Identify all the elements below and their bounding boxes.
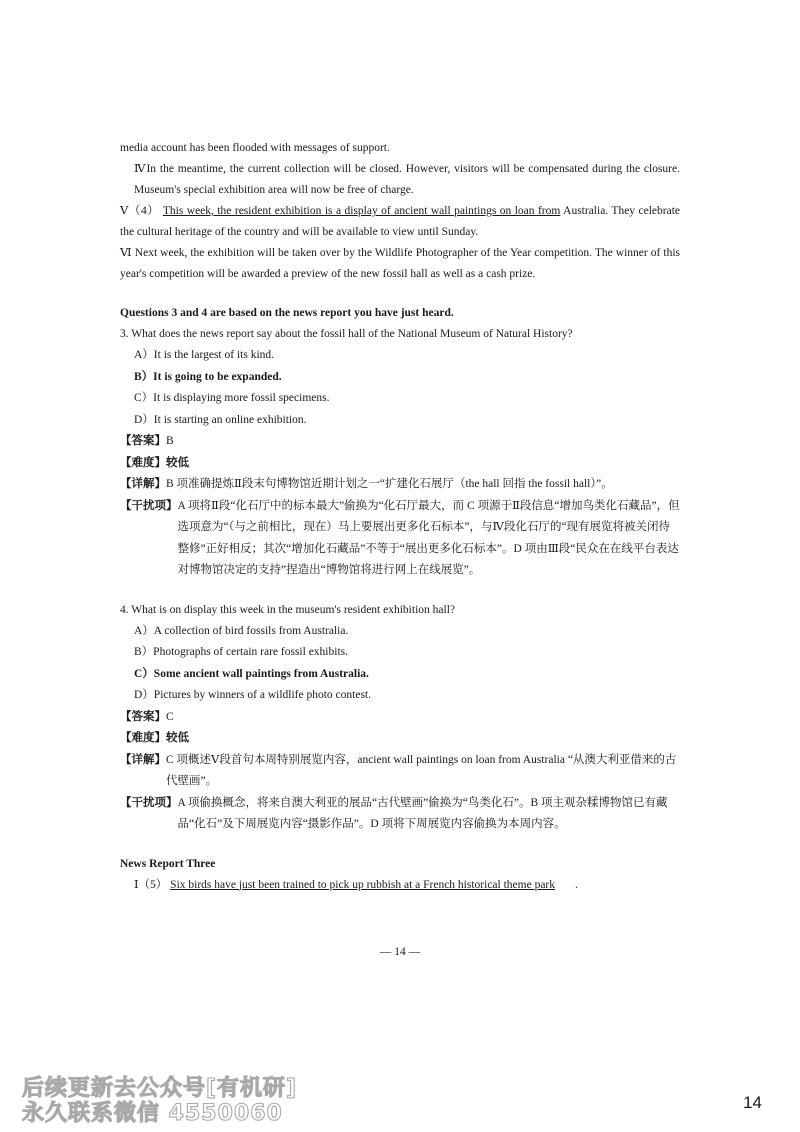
underlined-answer-sentence: This week, the resident exhibition is a display of ancient wall paintings on loan from — [162, 205, 561, 217]
document-body — [120, 138, 680, 896]
sentence-end: . — [575, 878, 578, 891]
paragraph-number: Ⅳ — [134, 163, 147, 175]
passage-paragraph-4 — [120, 159, 680, 201]
option-a: A）It is the largest of its kind. — [134, 349, 275, 361]
section-heading: Questions 3 and 4 are based on the news report you have just heard. — [120, 307, 454, 319]
distractor-row — [120, 793, 680, 836]
difficulty-tag: 【难度】 — [120, 732, 166, 744]
difficulty-row — [120, 728, 680, 750]
detail-tag: 【详解】 — [120, 753, 166, 766]
difficulty-value: 较低 — [166, 732, 189, 744]
watermark — [22, 1076, 297, 1126]
paragraph-number: Ⅰ（5） — [134, 878, 168, 891]
option-d: D）Pictures by winners of a wildlife photo contest. — [134, 689, 371, 701]
detail-text: B 项准确提炼Ⅱ段末句博物馆近期计划之一“扩建化石展厅（the hall 回指 the fossil hall）”。 — [166, 478, 613, 490]
difficulty-value: 较低 — [166, 456, 189, 469]
passage-paragraph-5 — [120, 201, 680, 243]
paragraph-number: Ⅴ（4） — [120, 205, 160, 217]
option-a: A）A collection of bird fossils from Australia. — [134, 624, 349, 637]
paragraph-text: Australia. They celebrate the cultural heritage of the country and will be available to view until Sunday. — [120, 205, 681, 238]
news-report-heading: News Report Three — [120, 857, 216, 870]
option-b: B）Photographs of certain rare fossil exhibits. — [134, 646, 348, 658]
watermark-line-1: 后续更新去公众号[有机研] — [22, 1076, 298, 1101]
difficulty-tag: 【难度】 — [120, 456, 166, 469]
difficulty-row — [120, 453, 680, 475]
page-number-center: — 14 — — [379, 946, 421, 958]
question-3-stem: 3. What does the news report say about the fossil hall of the National Museum of Natural History? — [120, 328, 573, 340]
paragraph-number: Ⅵ — [120, 247, 132, 259]
passage-continuation: media account has been flooded with messages of support. — [120, 142, 390, 154]
answer-row — [120, 707, 680, 729]
distractor-tag: 【干扰项】 — [120, 796, 178, 809]
option-c-correct: C）Some ancient wall paintings from Australia. — [134, 667, 369, 680]
answer-value: C — [166, 710, 174, 723]
answer-tag: 【答案】 — [120, 435, 166, 447]
detail-text: C 项概述Ⅴ段首句本周特别展览内容，ancient wall paintings on loan from Australia “从澳大利亚借来的古代壁画”。 — [166, 753, 677, 787]
watermark-line-2: 永久联系微信 4550060 — [22, 1101, 283, 1126]
underlined-answer-sentence: Six birds have just been trained to pick up rubbish at a French historical theme park — [170, 878, 556, 891]
answer-tag: 【答案】 — [120, 710, 166, 723]
question-4-stem: 4. What is on display this week in the museum's resident exhibition hall? — [120, 603, 455, 616]
page-number-corner: 14 — [743, 1093, 762, 1112]
distractor-text: A 项偷换概念，将来自澳大利亚的展品“古代壁画”偷换为“鸟类化石”。B 项主观杂糅博物馆已有藏品“化石”及下周展览内容“摄影作品”。D 项将下周展览内容偷换为本周内容。 — [177, 796, 668, 830]
option-b-correct: B）It is going to be expanded. — [134, 370, 282, 383]
answer-value: B — [166, 435, 174, 447]
option-d: D）It is starting an online exhibition. — [134, 413, 307, 426]
detail-row — [120, 750, 680, 793]
detail-row — [120, 474, 680, 496]
paragraph-text: In the meantime, the current collection will be closed. However, visitors will be compensated during the closure. Museum's special exhibition area will now be free of charge. — [134, 163, 680, 196]
paragraph-text: Next week, the exhibition will be taken over by the Wildlife Photographer of the Year competition. The winner of this year's competition will be awarded a preview of the new fossil hall as well as a cash prize. — [120, 247, 680, 280]
news-report-paragraph-1 — [120, 875, 680, 896]
detail-tag: 【详解】 — [120, 478, 166, 490]
distractor-tag: 【干扰项】 — [120, 499, 178, 512]
distractor-row — [120, 496, 680, 582]
passage-paragraph-6 — [120, 243, 680, 285]
option-c: C）It is displaying more fossil specimens. — [134, 392, 330, 404]
distractor-text: A 项将Ⅱ段“化石厅中的标本最大”偷换为“化石厅最大，而 C 项源于Ⅱ段信息“增加鸟类化石藏品”，但选项意为“（与之前相比，现在）马上要展出更多化石标本”，与Ⅳ段化石厅的“现有展览将被关闭待整修”正好相反；其次“增加化石藏品”不等于“展出更多化石标本”。D 项由Ⅲ段“民众在在线平台表达对博物馆决定的支持”捏造出“博物馆将进行网上在线展览”。 — [177, 499, 680, 576]
answer-row — [120, 431, 680, 453]
